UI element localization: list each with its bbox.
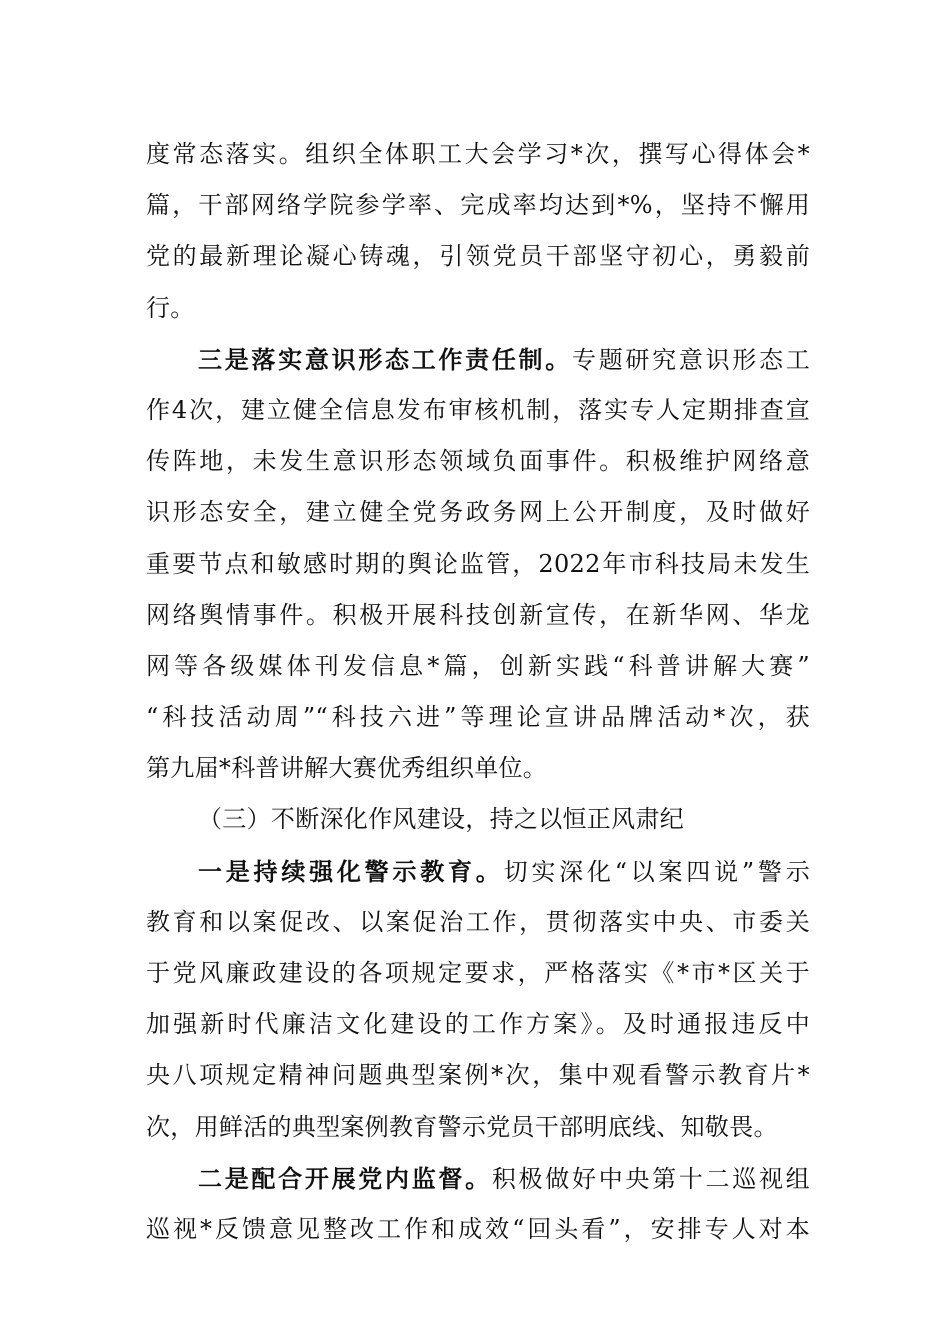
text-line: 巡视*反馈意见整改工作和成效“回头看”，安排专人对本 — [146, 1214, 810, 1243]
text-line: 度常态落实。组织全体职工大会学习*次，撰写心得体会* — [146, 140, 810, 168]
text-line: 行。 — [146, 293, 195, 322]
text-line: 央八项规定精神问题典型案例*次，集中观看警示教育片* — [146, 1061, 810, 1090]
text-line: 篇，干部网络学院参学率、完成率均达到*%，坚持不懈用 — [146, 191, 810, 220]
paragraph-lead: 二是配合开展党内监督。 — [198, 1163, 492, 1193]
text-line: 于党风廉政建设的各项规定要求，严格落实《*市*区关于 — [146, 959, 810, 987]
text-line: 党的最新理论凝心铸魂，引领党员干部坚守初心，勇毅前 — [146, 242, 810, 271]
text-line: 第九届*科普讲解大赛优秀组织单位。 — [146, 754, 548, 783]
text-line: 网络舆情事件。积极开展科技创新宣传，在新华网、华龙 — [146, 600, 810, 629]
text-line: 次，用鲜活的典型案例教育警示党员干部明底线、知敬畏。 — [146, 1112, 778, 1141]
text-line: 网等各级媒体刊发信息*篇，创新实践“科普讲解大赛” — [146, 651, 810, 680]
paragraph-text: 专题研究意识形态工 — [572, 345, 811, 374]
paragraph-lead: 一是持续强化警示教育。 — [198, 856, 504, 886]
paragraph-first-line — [146, 1153, 810, 1204]
text-line: 加强新时代廉洁文化建设的工作方案》。及时通报违反中 — [146, 1010, 810, 1039]
document-body — [146, 129, 810, 1255]
paragraph-text: 积极做好中央第十二巡视组 — [491, 1164, 810, 1193]
paragraph-first-line — [146, 334, 810, 385]
paragraph-first-line — [146, 846, 810, 897]
text-line: 识形态安全，建立健全党务政务网上公开制度，及时做好 — [146, 498, 810, 527]
paragraph-lead: 三是落实意识形态工作责任制。 — [198, 344, 572, 374]
text-line: 教育和以案促改、以案促治工作，贯彻落实中央、市委关 — [146, 907, 810, 936]
text-line: 作4次，建立健全信息发布审核机制，落实专人定期排查宣 — [146, 395, 810, 424]
section-heading: （三）不断深化作风建设，持之以恒正风肃纪 — [198, 805, 684, 834]
text-line: 传阵地，未发生意识形态领域负面事件。积极维护网络意 — [146, 447, 810, 476]
text-line: “科技活动周”“科技六进”等理论宣讲品牌活动*次，获 — [146, 703, 810, 732]
paragraph-text: 切实深化“以案四说”警示 — [503, 857, 810, 886]
text-line: 重要节点和敏感时期的舆论监管，2022年市科技局未发生 — [146, 549, 810, 578]
